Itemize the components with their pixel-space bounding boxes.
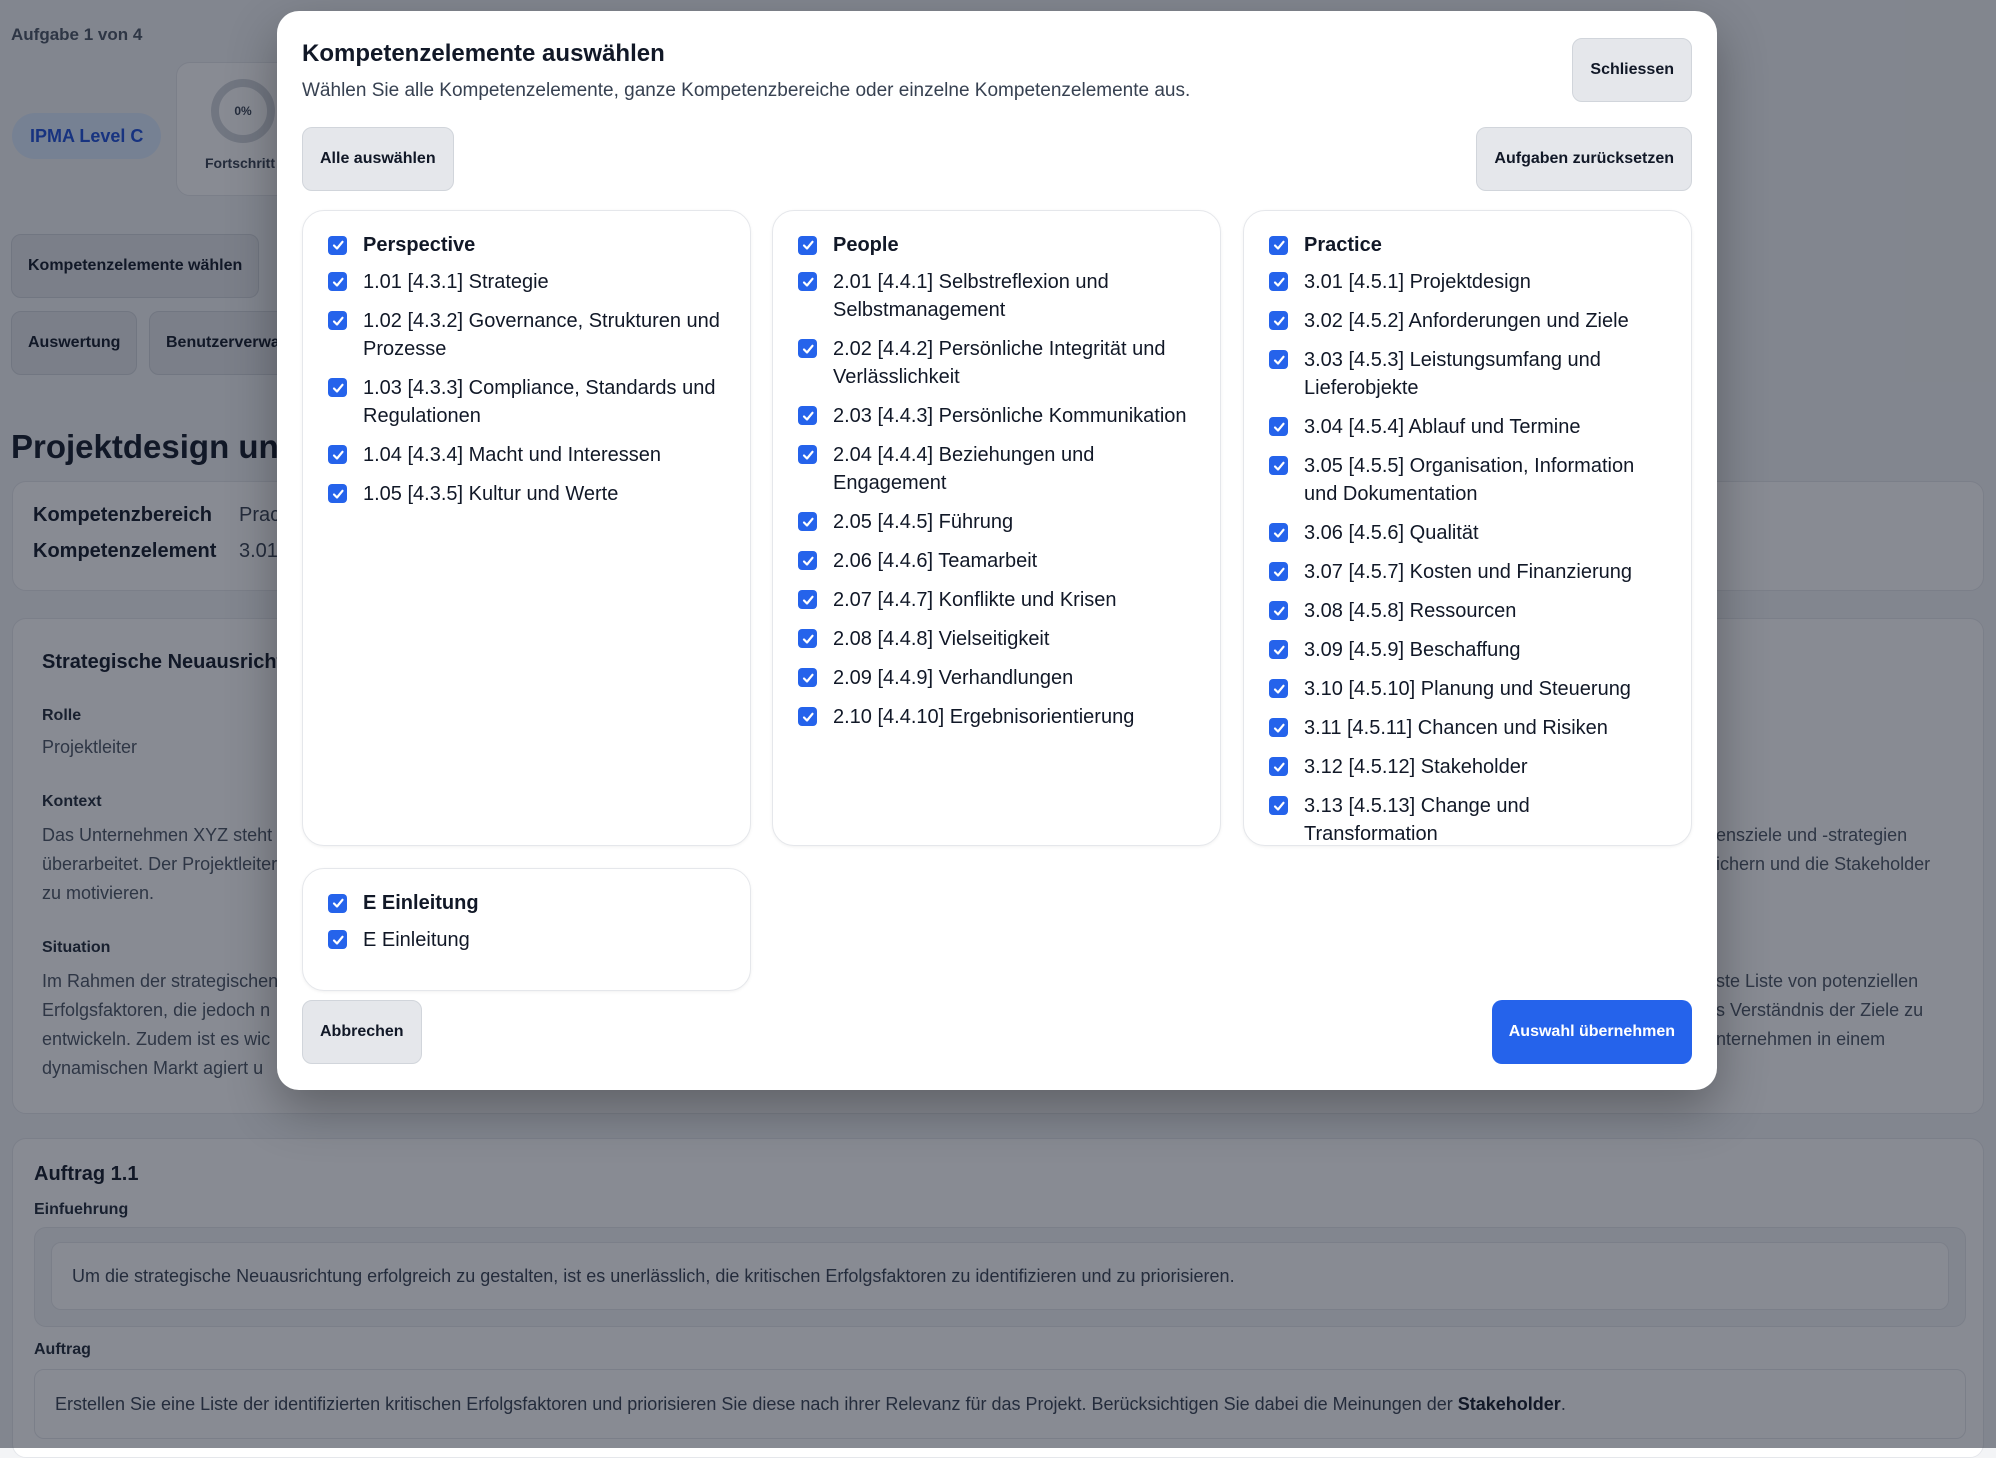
item-label: 2.08 [4.4.8] Vielseitigkeit bbox=[833, 628, 1050, 650]
checkmark-icon bbox=[331, 275, 345, 289]
competence-selection-dialog bbox=[277, 11, 1717, 1090]
competence-item bbox=[798, 625, 1195, 653]
checkmark-icon bbox=[1272, 420, 1286, 434]
item-label: 2.06 [4.4.6] Teamarbeit bbox=[833, 550, 1038, 572]
item-label: 2.09 [4.4.9] Verhandlungen bbox=[833, 667, 1074, 689]
item-checkbox[interactable] bbox=[798, 668, 817, 687]
item-checkbox[interactable] bbox=[1269, 679, 1288, 698]
competence-item bbox=[798, 441, 1195, 497]
checkmark-icon bbox=[1272, 760, 1286, 774]
group-checkbox[interactable] bbox=[328, 236, 347, 255]
group-checkbox[interactable] bbox=[798, 236, 817, 255]
competence-item bbox=[798, 547, 1195, 575]
competence-item bbox=[1269, 346, 1666, 402]
checkmark-icon bbox=[1272, 459, 1286, 473]
item-checkbox[interactable] bbox=[1269, 350, 1288, 369]
item-label: 3.10 [4.5.10] Planung und Steuerung bbox=[1304, 678, 1631, 700]
dialog-subtitle: Wählen Sie alle Kompetenzelemente, ganze Kompetenzbereiche oder einzelne Kompetenzelemente aus. bbox=[302, 80, 1191, 101]
item-label: 2.10 [4.4.10] Ergebnisorientierung bbox=[833, 706, 1135, 728]
checkmark-icon bbox=[1272, 604, 1286, 618]
group-header bbox=[328, 232, 725, 258]
competence-item bbox=[328, 480, 725, 508]
reset-tasks-button[interactable]: Aufgaben zurücksetzen bbox=[1476, 127, 1692, 191]
item-label: 3.01 [4.5.1] Projektdesign bbox=[1304, 271, 1531, 293]
item-label: 2.04 [4.4.4] Beziehungen und Engagement bbox=[833, 444, 1095, 494]
item-checkbox[interactable] bbox=[1269, 417, 1288, 436]
group-header bbox=[798, 232, 1195, 258]
item-label: 1.02 [4.3.2] Governance, Strukturen und Prozesse bbox=[363, 310, 720, 360]
checkmark-icon bbox=[801, 238, 815, 252]
apply-selection-button[interactable]: Auswahl übernehmen bbox=[1492, 1000, 1692, 1064]
group-label: People bbox=[833, 234, 899, 256]
item-label: 3.03 [4.5.3] Leistungsumfang und Lieferobjekte bbox=[1304, 349, 1601, 399]
item-checkbox[interactable] bbox=[328, 484, 347, 503]
item-checkbox[interactable] bbox=[1269, 523, 1288, 542]
competence-item bbox=[328, 374, 725, 430]
checkmark-icon bbox=[331, 238, 345, 252]
checkmark-icon bbox=[331, 381, 345, 395]
checkmark-icon bbox=[331, 314, 345, 328]
item-label: 3.09 [4.5.9] Beschaffung bbox=[1304, 639, 1521, 661]
item-checkbox[interactable] bbox=[798, 512, 817, 531]
checkmark-icon bbox=[801, 710, 815, 724]
checkmark-icon bbox=[1272, 238, 1286, 252]
checkmark-icon bbox=[801, 275, 815, 289]
item-checkbox[interactable] bbox=[1269, 562, 1288, 581]
item-checkbox[interactable] bbox=[798, 445, 817, 464]
group-perspective bbox=[302, 210, 751, 846]
item-label: 3.04 [4.5.4] Ablauf und Termine bbox=[1304, 416, 1581, 438]
select-all-button[interactable]: Alle auswählen bbox=[302, 127, 454, 191]
checkmark-icon bbox=[1272, 643, 1286, 657]
competence-item bbox=[798, 335, 1195, 391]
item-label: 3.06 [4.5.6] Qualität bbox=[1304, 522, 1479, 544]
checkmark-icon bbox=[1272, 353, 1286, 367]
checkmark-icon bbox=[1272, 721, 1286, 735]
item-label: 3.11 [4.5.11] Chancen und Risiken bbox=[1304, 717, 1608, 739]
item-checkbox[interactable] bbox=[1269, 272, 1288, 291]
competence-item bbox=[1269, 636, 1666, 664]
group-checkbox[interactable] bbox=[328, 894, 347, 913]
item-checkbox[interactable] bbox=[798, 707, 817, 726]
competence-item bbox=[1269, 714, 1666, 742]
checkmark-icon bbox=[801, 593, 815, 607]
item-label: 3.07 [4.5.7] Kosten und Finanzierung bbox=[1304, 561, 1633, 583]
group-people bbox=[772, 210, 1221, 846]
item-label: E Einleitung bbox=[363, 929, 470, 951]
item-label: 1.05 [4.3.5] Kultur und Werte bbox=[363, 483, 619, 505]
item-checkbox[interactable] bbox=[1269, 311, 1288, 330]
checkmark-icon bbox=[801, 671, 815, 685]
item-checkbox[interactable] bbox=[1269, 640, 1288, 659]
item-checkbox[interactable] bbox=[798, 551, 817, 570]
competence-item bbox=[1269, 519, 1666, 547]
checkmark-icon bbox=[331, 487, 345, 501]
competence-item bbox=[1269, 792, 1666, 848]
item-label: 1.01 [4.3.1] Strategie bbox=[363, 271, 549, 293]
item-checkbox[interactable] bbox=[798, 590, 817, 609]
item-checkbox[interactable] bbox=[798, 629, 817, 648]
competence-item bbox=[328, 307, 725, 363]
checkmark-icon bbox=[801, 632, 815, 646]
item-label: 3.13 [4.5.13] Change und Transformation bbox=[1304, 795, 1530, 845]
item-checkbox[interactable] bbox=[1269, 718, 1288, 737]
item-label: 3.05 [4.5.5] Organisation, Information und Dokumentation bbox=[1304, 455, 1635, 505]
item-label: 1.03 [4.3.3] Compliance, Standards und Regulationen bbox=[363, 377, 716, 427]
competence-item bbox=[798, 508, 1195, 536]
group-header bbox=[1269, 232, 1666, 258]
competence-item bbox=[1269, 753, 1666, 781]
competence-item bbox=[1269, 413, 1666, 441]
item-label: 3.02 [4.5.2] Anforderungen und Ziele bbox=[1304, 310, 1629, 332]
group-practice bbox=[1243, 210, 1692, 846]
checkmark-icon bbox=[801, 342, 815, 356]
item-label: 2.02 [4.4.2] Persönliche Integrität und Verlässlichkeit bbox=[833, 338, 1166, 388]
group-label: Perspective bbox=[363, 234, 476, 256]
item-checkbox[interactable] bbox=[328, 311, 347, 330]
group-checkbox[interactable] bbox=[1269, 236, 1288, 255]
checkmark-icon bbox=[331, 896, 345, 910]
item-checkbox[interactable] bbox=[798, 339, 817, 358]
checkmark-icon bbox=[801, 409, 815, 423]
group-label: Practice bbox=[1304, 234, 1382, 256]
item-checkbox[interactable] bbox=[1269, 456, 1288, 475]
item-label: 2.07 [4.4.7] Konflikte und Krisen bbox=[833, 589, 1117, 611]
group-header bbox=[328, 890, 725, 916]
item-label: 2.03 [4.4.3] Persönliche Kommunikation bbox=[833, 405, 1187, 427]
competence-item bbox=[798, 586, 1195, 614]
competence-item bbox=[328, 441, 725, 469]
group-einleitung bbox=[302, 868, 751, 991]
item-checkbox[interactable] bbox=[1269, 796, 1288, 815]
checkmark-icon bbox=[1272, 565, 1286, 579]
checkmark-icon bbox=[1272, 682, 1286, 696]
competence-item bbox=[1269, 268, 1666, 296]
competence-item bbox=[798, 402, 1195, 430]
competence-item bbox=[1269, 597, 1666, 625]
item-label: 2.05 [4.4.5] Führung bbox=[833, 511, 1014, 533]
checkmark-icon bbox=[801, 554, 815, 568]
competence-item bbox=[328, 268, 725, 296]
checkmark-icon bbox=[1272, 526, 1286, 540]
competence-item bbox=[1269, 452, 1666, 508]
cancel-button[interactable]: Abbrechen bbox=[302, 1000, 422, 1064]
item-checkbox[interactable] bbox=[798, 272, 817, 291]
group-label: E Einleitung bbox=[363, 892, 479, 914]
item-checkbox[interactable] bbox=[798, 406, 817, 425]
checkmark-icon bbox=[801, 515, 815, 529]
dialog-title: Kompetenzelemente auswählen bbox=[302, 40, 665, 67]
item-label: 1.04 [4.3.4] Macht und Interessen bbox=[363, 444, 661, 466]
competence-item bbox=[1269, 558, 1666, 586]
checkmark-icon bbox=[1272, 314, 1286, 328]
close-button[interactable]: Schliessen bbox=[1572, 38, 1692, 102]
item-checkbox[interactable] bbox=[328, 378, 347, 397]
checkmark-icon bbox=[331, 933, 345, 947]
item-checkbox[interactable] bbox=[328, 930, 347, 949]
checkmark-icon bbox=[801, 448, 815, 462]
item-label: 3.08 [4.5.8] Ressourcen bbox=[1304, 600, 1517, 622]
competence-item bbox=[798, 703, 1195, 731]
competence-item bbox=[328, 926, 725, 954]
checkmark-icon bbox=[1272, 275, 1286, 289]
competence-item bbox=[798, 268, 1195, 324]
checkmark-icon bbox=[331, 448, 345, 462]
item-checkbox[interactable] bbox=[1269, 601, 1288, 620]
competence-item bbox=[1269, 307, 1666, 335]
item-checkbox[interactable] bbox=[328, 445, 347, 464]
item-label: 3.12 [4.5.12] Stakeholder bbox=[1304, 756, 1528, 778]
item-checkbox[interactable] bbox=[328, 272, 347, 291]
item-label: 2.01 [4.4.1] Selbstreflexion und Selbstmanagement bbox=[833, 271, 1109, 321]
item-checkbox[interactable] bbox=[1269, 757, 1288, 776]
checkmark-icon bbox=[1272, 799, 1286, 813]
competence-item bbox=[1269, 675, 1666, 703]
competence-item bbox=[798, 664, 1195, 692]
